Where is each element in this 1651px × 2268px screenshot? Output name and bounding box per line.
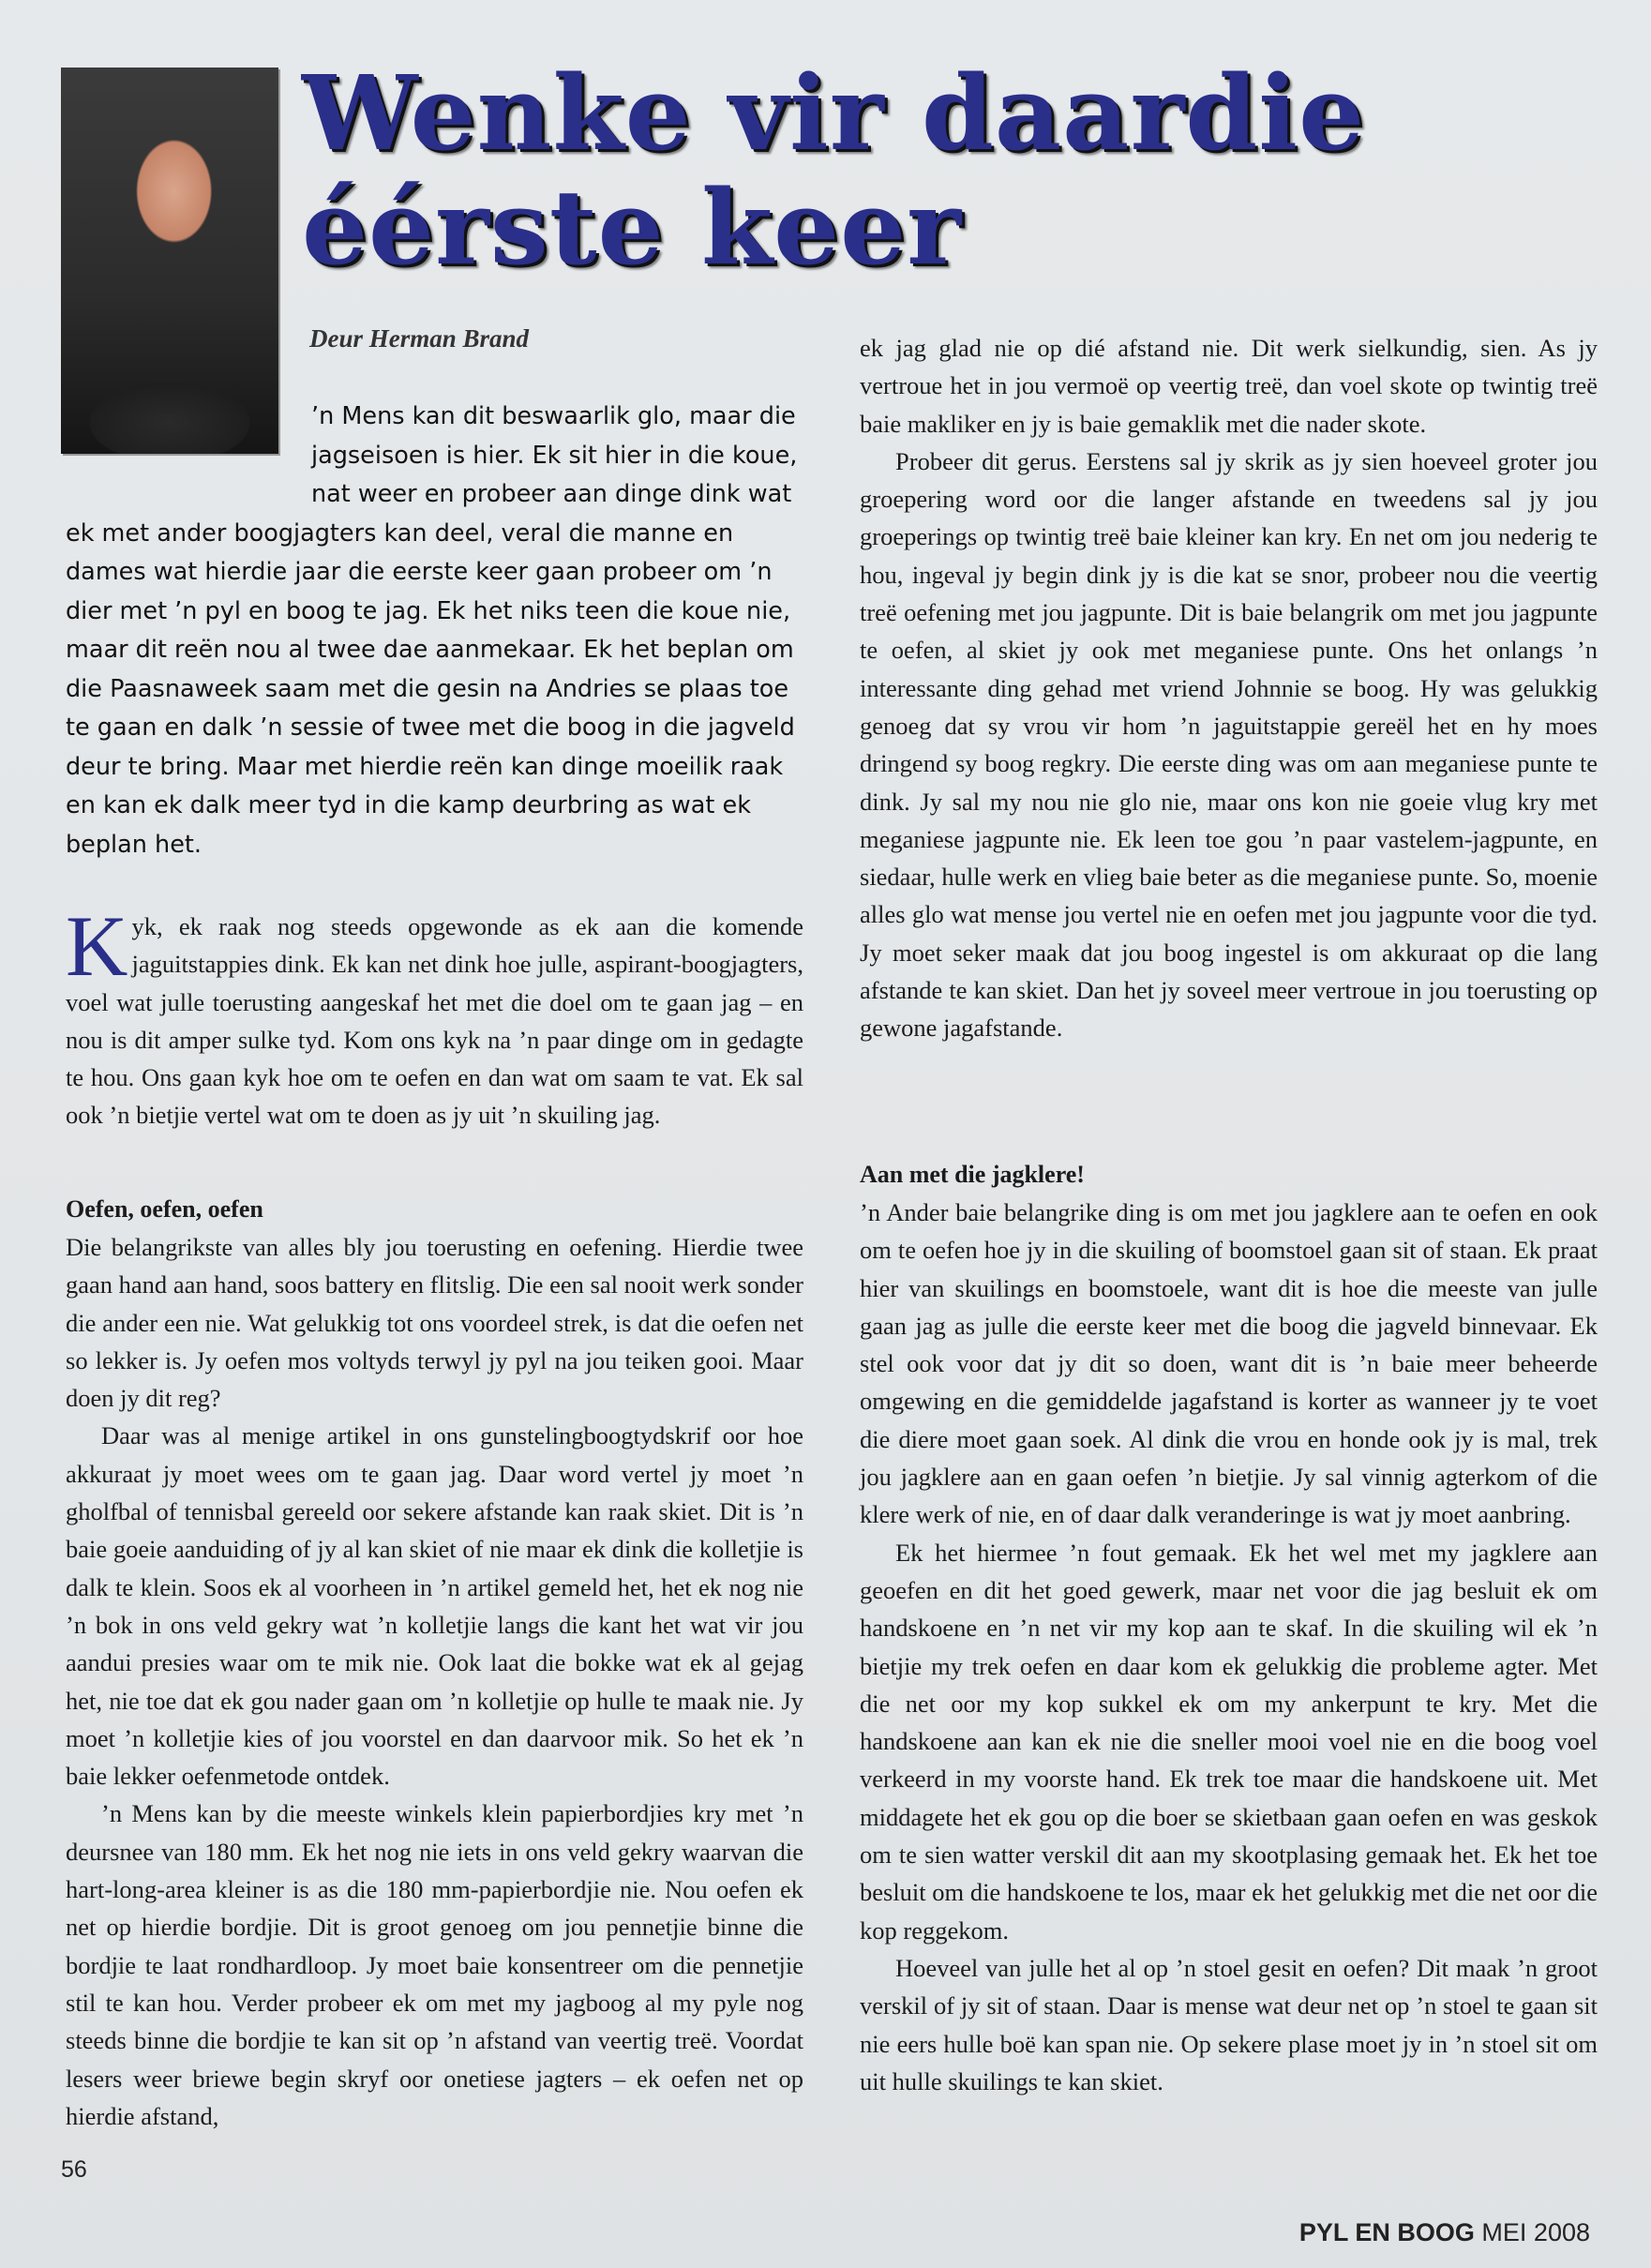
- body-paragraph: Hoeveel van julle het al op ’n stoel gesit en oefen? Dit maak ’n groot verskil of jy sit of staan. Daar is mense wat deur net op ’n stoel te gaan sit nie eers hulle boë kan span nie. Op sekere plase moet jy in ’n stoel sit om uit hulle skuilings te kan skiet.: [860, 1953, 1598, 2095]
- subheading-jagklere: Aan met die jagklere!: [860, 1161, 1085, 1188]
- intro-text: ’n Mens kan dit beswaarlik glo, maar die jagseisoen is hier. Ek sit hier in die koue, nat weer en probeer aan dinge dink wat ek met ander boogjagters kan deel, veral die manne en dames wat hierdie jaar die eerste keer gaan probeer om ’n dier met ’n pyl en boog te jag. Ek het niks teen die koue nie, maar dit reën nou al twee dae aanmekaar. Ek het beplan om die Paasnaweek saam met die gesin na Andries se plaas toe te gaan en dalk ’n sessie of twee met die boog in die jagveld deur te bring. Maar met hierdie reën kan dinge moeilik raak en kan ek dalk meer tyd in die kamp deurbring as wat ek beplan het.: [66, 402, 798, 859]
- right-column-bottom: [860, 1156, 1598, 2100]
- photo-wrap-space: [66, 398, 311, 499]
- title-line-1: Wenke vir daardie: [302, 53, 1366, 173]
- issue-date: MEI 2008: [1481, 2218, 1590, 2246]
- body-paragraph: Probeer dit gerus. Eerstens sal jy skrik as jy sien hoeveel groter jou groepering word oor die langer afstande en tweedens sal jy jou groeperings op twintig treë baie kleiner kan kry. En net om jou nederig te hou, ingeval jy begin dink jy is die kat se snor, probeer nou die veertig treë oefening met jou jagpunte. Dit is baie belangrik om met jou jagpunte te oefen, al skiet jy ook met meganiese punte. Ons het onlangs ’n interessante ding gehad met vriend Johnnie se boog. Hy was gelukkig genoeg dat sy vrou vir hom ’n jaguitstappie gereël het en hy moes dringend sy boog regkry. Die eerste ding was om aan meganiese punte te dink. Jy sal my nou nie glo nie, maar ons kon nie goeie vlug kry met meganiese jagpunte nie. Ek leen toe gou ’n paar vastelem-jagpunte, en siedaar, hulle werk en vlieg baie beter as die meganiese punte. So, moenie alles glo wat mense jou vertel nie en oefen met jou jagpunte voor die tyd. Jy moet seker maak dat jou boog ingestel is om akkuraat op die lang afstande te kan skiet. Dan het jy soveel meer vertroue in jou toerusting op gewone jagafstande.: [860, 446, 1598, 1043]
- article-title: [302, 53, 1614, 288]
- body-paragraph: ek jag glad nie op dié afstand nie. Dit werk sielkundig, sien. As jy vertroue het in jou vermoë op veertig treë, dan voel skote op twintig treë baie makliker en jy is baie gemaklik met die nader skote.: [860, 334, 1598, 438]
- opening-paragraph-text: yk, ek raak nog steeds opgewonde as ek aan die komende jaguitstappies dink. Ek kan net dink hoe julle, aspirant-boogjagters, voel wat julle toerusting aangeskaf het met die doel om te gaan jag – en nou is dit amper sulke tyd. Kom ons kyk na ’n paar dinge om in gedagte te hou. Ons gaan kyk hoe om te oefen en dan wat om saam te vat. Ek sal ook ’n bietjie vertel wat om te doen as jy uit ’n skuiling jag.: [66, 912, 803, 1130]
- left-column-bottom: [66, 1191, 803, 2135]
- byline: Deur Herman Brand: [309, 324, 530, 353]
- author-photo: [61, 68, 278, 454]
- body-paragraph: ’n Mens kan by die meeste winkels klein papierbordjies kry met ’n deursnee van 180 mm. Ek het nog nie iets in ons veld gekry waarvan die hart-long-area kleiner is as die 180 mm-papierbordjie nie. Nou oefen ek net op hierdie bordjie. Dit is groot genoeg om jou pennetjie binne die bordjie te laat rondhardloop. Jy moet baie konsentreer om die pennetjie stil te kan hou. Verder probeer ek om met my jagboog al my pyle nog steeds binne die bordjie te kan sit op ’n afstand van veertig treë. Voordat lesers weer briewe begin skryf oor onetiese jagters – ek oefen net op hierdie afstand,: [66, 1799, 803, 2130]
- body-paragraph: Daar was al menige artikel in ons gunstelingboogtydskrif oor hoe akkuraat jy moet wees om te gaan jag. Daar word vertel jy moet ’n gholfbal of tennisbal gereeld oor sekere afstande kan raak skiet. Dit is ’n baie goeie aanduiding of jy al kan skiet of nie maar ek dink die kolletjie is dalk te klein. Soos ek al voorheen in ’n artikel gemeld het, het ek nog nie ’n bok in ons veld gekry wat ’n kolletjie langs die kant het wat vir jou aandui presies waar om te mik nie. Ook laat die bokke wat ek al gejag het, nie toe dat ek gou nader gaan om ’n kolletjie op hulle te maak nie. Jy moet ’n kolletjie kies of jou voorstel en dan daarvoor mik. So het ek ’n baie lekker oefenmetode ontdek.: [66, 1421, 803, 1791]
- intro-paragraph: [66, 398, 803, 864]
- body-paragraph: ’n Ander baie belangrike ding is om met jou jagklere aan te oefen en ook om te oefen hoe jy in die skuiling of boomstoel gaan sit of staan. Ek praat hier van skuilings en boomstoele, want dit is hoe die meeste van julle gaan jag as julle die eerste keer met die boog die jagveld binnevaar. Ek stel ook voor dat jy dit so doen, want dit is ’n baie meer beheerde omgewing en die gemiddelde jagafstand is korter as wanneer jy te voet die diere moet gaan soek. Al dink die vrou en honde ook jy is mal, trek jou jagklere aan en gaan oefen ’n bietjie. Jy sal vinnig agterkom of die klere werk of nie, en of daar dalk veranderinge is wat jy moet aanbring.: [860, 1198, 1598, 1529]
- title-line-2: éérste keer: [302, 167, 963, 288]
- body-paragraph: Die belangrikste van alles bly jou toerusting en oefening. Hierdie twee gaan hand aan hand, soos battery en flitslig. Die een sal nooit werk sonder die ander een nie. Wat gelukkig tot ons voordeel strek, is dat die oefen net so lekker is. Jy oefen mos voltyds terwyl jy pyl na jou teiken gooi. Maar doen jy dit reg?: [66, 1233, 803, 1413]
- subheading-oefen: Oefen, oefen, oefen: [66, 1195, 263, 1223]
- magazine-footer: [1299, 2218, 1590, 2247]
- magazine-name: PYL EN BOOG: [1298, 2218, 1475, 2246]
- right-column-top: [860, 329, 1598, 1047]
- body-paragraph: Ek het hiermee ’n fout gemaak. Ek het wel met my jagklere aan geoefen en dit het goed gewerk, maar net voor die jag besluit ek om handskoene en ’n net vir my kop aan te skaf. In die skuiling wil ek ’n bietjie my trek oefen en daar kom ek gelukkig die probleme agter. Met die net oor my kop sukkel ek om my ankerpunt te kry. Met die handskoene aan kan ek nie die sneller mooi voel nie en die boog voel verkeerd in my voorste hand. Ek trek toe maar die handskoene uit. Met middagete het ek gou op die boer se skietbaan gaan oefen en was geskok om te sien watter verskil dit aan my skootplasing gemaak het. Ek het toe besluit om die handskoene te los, maar ek het gelukkig met die net oor die kop reggekom.: [860, 1538, 1598, 1945]
- opening-paragraph: [66, 898, 803, 1134]
- drop-cap: K: [66, 898, 128, 994]
- page-number: 56: [61, 2156, 87, 2183]
- left-column-top: [66, 898, 803, 1134]
